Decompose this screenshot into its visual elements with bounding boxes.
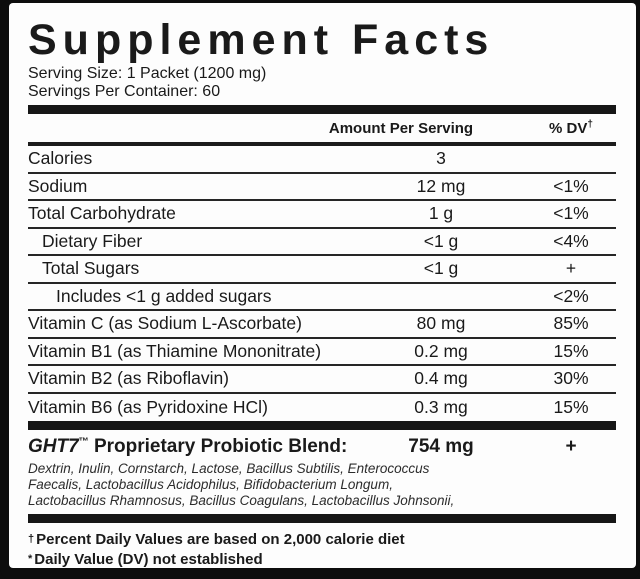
table-row <box>28 256 616 284</box>
nutrient-dv: 15% <box>553 340 589 361</box>
table-row <box>28 394 616 422</box>
nutrient-amount: <1 g <box>423 258 459 279</box>
nutrient-dv: 85% <box>553 313 589 334</box>
table-row <box>28 201 616 229</box>
footnote <box>28 550 616 570</box>
dagger-superscript: † <box>587 118 593 130</box>
column-header-amount: Amount Per Serving <box>328 119 474 137</box>
label-content <box>28 3 616 568</box>
blend-dv: + <box>565 436 577 457</box>
nutrient-rows <box>28 146 616 421</box>
blend-ingredients <box>28 461 616 509</box>
nutrient-amount: 0.3 mg <box>414 396 468 417</box>
nutrient-dv: 30% <box>553 368 589 389</box>
thick-divider-middle <box>28 421 616 430</box>
footnote-text: Percent Daily Values are based on 2,000 calorie diet <box>36 531 405 548</box>
footnotes <box>28 530 616 569</box>
nutrient-name: Sodium <box>28 175 88 196</box>
nutrient-name: Dietary Fiber <box>42 230 143 251</box>
table-row <box>28 174 616 202</box>
nutrient-name: Includes <1 g added sugars <box>56 285 272 306</box>
trademark-symbol: ™ <box>78 436 89 448</box>
footnote-symbol: † <box>28 533 35 545</box>
nutrient-dv: + <box>565 258 577 279</box>
nutrient-name: Calories <box>28 148 93 169</box>
nutrient-amount: <1 g <box>423 230 459 251</box>
nutrient-name: Vitamin B2 (as Riboflavin) <box>28 368 230 389</box>
ingredients-line: Faecalis, Lactobacillus Acidophilus, Bifidobacterium Longum, <box>28 477 393 492</box>
nutrient-amount: 12 mg <box>416 175 466 196</box>
nutrient-amount: 3 <box>436 148 446 169</box>
blend-brand: GHT7 <box>28 436 79 457</box>
nutrient-dv: <2% <box>553 285 589 306</box>
footnote-text: Daily Value (DV) not established <box>34 550 263 568</box>
blend-name <box>28 436 356 458</box>
nutrient-amount: 0.2 mg <box>414 340 468 361</box>
blend-row <box>28 435 616 459</box>
nutrient-amount: 80 mg <box>416 313 466 334</box>
thick-divider-bottom <box>28 514 616 523</box>
ingredients-line: Dextrin, Inulin, Cornstarch, Lactose, Bacillus Subtilis, Enterococcus <box>28 461 430 476</box>
nutrient-dv: <1% <box>553 175 589 196</box>
nutrient-name: Total Sugars <box>42 258 140 279</box>
nutrient-dv: <1% <box>553 203 589 224</box>
dv-header-text: % DV <box>549 119 588 137</box>
ingredients-line: Lactobacillus Rhamnosus, Bacillus Coagulans, Lactobacillus Johnsonii, <box>28 493 455 508</box>
table-row <box>28 366 616 394</box>
footnote <box>28 530 616 550</box>
table-row <box>28 229 616 257</box>
nutrient-name: Vitamin B6 (as Pyridoxine HCl) <box>28 396 268 417</box>
nutrient-dv: <4% <box>553 230 589 251</box>
blend-title-text: Proprietary Probiotic Blend: <box>88 436 348 457</box>
column-header-dv <box>526 120 616 137</box>
serving-size: Serving Size: 1 Packet (1200 mg) <box>28 65 267 82</box>
nutrient-name: Vitamin B1 (as Thiamine Mononitrate) <box>28 340 322 361</box>
table-row <box>28 339 616 367</box>
nutrient-name: Vitamin C (as Sodium L-Ascorbate) <box>28 313 302 334</box>
table-row <box>28 146 616 174</box>
nutrient-amount: 0.4 mg <box>414 368 468 389</box>
nutrient-dv: 15% <box>553 396 589 417</box>
nutrient-name: Total Carbohydrate <box>28 203 176 224</box>
table-header-row <box>28 114 616 146</box>
servings-per-container: Servings Per Container: 60 <box>28 83 221 100</box>
table-row <box>28 284 616 312</box>
thick-divider-top <box>28 105 616 114</box>
label-title: Supplement Facts <box>28 16 495 64</box>
blend-amount: 754 mg <box>408 436 474 457</box>
table-row <box>28 311 616 339</box>
footnote-symbol: * <box>28 552 33 565</box>
nutrient-amount: 1 g <box>428 203 454 224</box>
label-background <box>9 3 636 568</box>
